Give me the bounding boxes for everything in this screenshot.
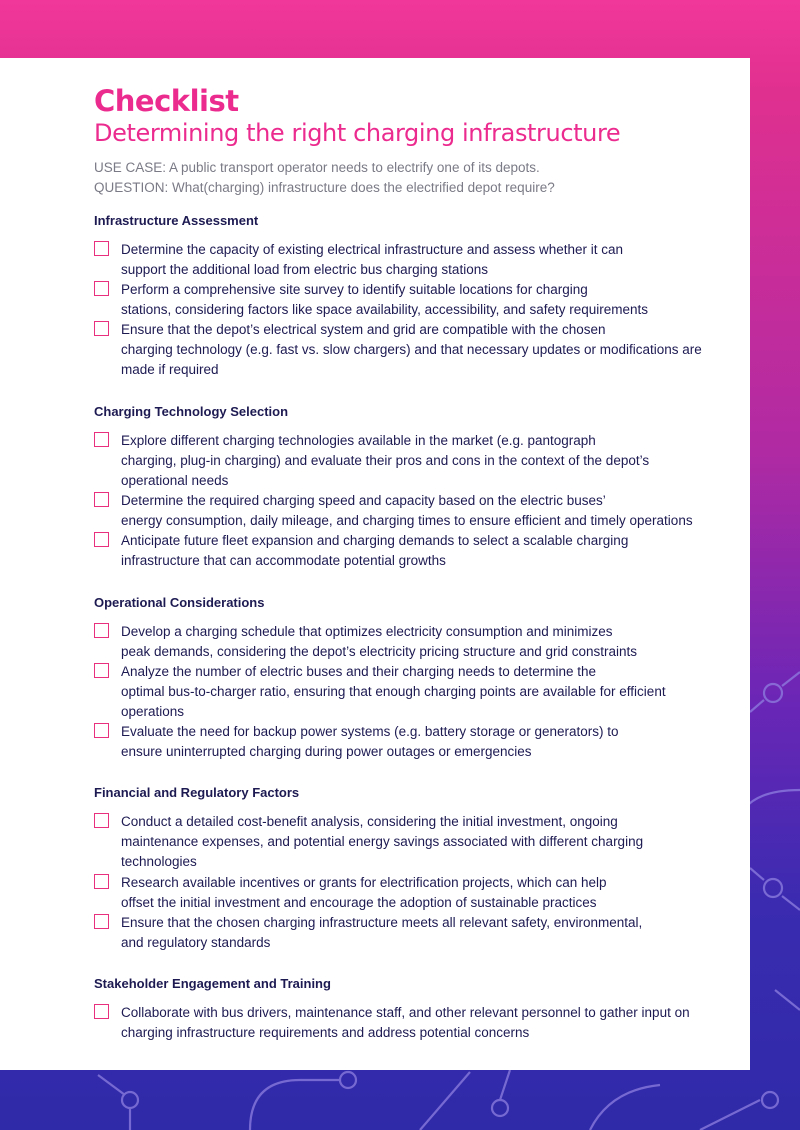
checkbox-icon[interactable] [94,663,109,678]
checkbox-icon[interactable] [94,532,109,547]
intro-block [94,158,714,198]
checklist-item[interactable]: Collaborate with bus drivers, maintenance staff, and other relevant personnel to gather input on charging infrastructure requirements and address potential concerns [94,1003,714,1043]
section-title: Stakeholder Engagement and Training [94,976,331,991]
checkbox-icon[interactable] [94,623,109,638]
checkbox-icon[interactable] [94,281,109,296]
question-text: QUESTION: What(charging) infrastructure does the electrified depot require? [94,180,555,195]
checklist-item[interactable]: Research available incentives or grants for electrification projects, which can help offset the initial investment and encourage the adoption of sustainable practices [94,873,714,913]
checklist-item[interactable]: Develop a charging schedule that optimizes electricity consumption and minimizes peak demands, considering the depot’s electricity pricing structure and grid constraints [94,622,714,662]
page-subtitle: Determining the right charging infrastructure [94,119,621,147]
checklist-item[interactable]: Ensure that the chosen charging infrastructure meets all relevant safety, environmental, and regulatory standards [94,913,714,953]
checklist-item[interactable]: Analyze the number of electric buses and their charging needs to determine the optimal bus-to-charger ratio, ensuring that enough charging points are available for efficient operations [94,662,714,723]
checkbox-icon[interactable] [94,1004,109,1019]
checklist-item[interactable]: Conduct a detailed cost-benefit analysis, considering the initial investment, ongoing maintenance expenses, and potential energy savings associated with different charging technologies [94,812,714,873]
checkbox-icon[interactable] [94,874,109,889]
section-title: Financial and Regulatory Factors [94,785,300,800]
checklist-item[interactable]: Anticipate future fleet expansion and charging demands to select a scalable charging infrastructure that can accommodate potential growths [94,531,714,571]
checklist-item[interactable]: Determine the capacity of existing electrical infrastructure and assess whether it can support the additional load from electric bus charging stations [94,240,714,280]
checkbox-icon[interactable] [94,321,109,336]
section-title: Charging Technology Selection [94,404,289,419]
checklist-item[interactable]: Explore different charging technologies available in the market (e.g. pantograph charging, plug-in charging) and evaluate their pros and cons in the context of the depot’s operational needs [94,431,714,492]
checkbox-icon[interactable] [94,492,109,507]
checklist-item[interactable]: Ensure that the depot’s electrical system and grid are compatible with the chosen charging technology (e.g. fast vs. slow chargers) and that necessary updates or modifications are made if required [94,320,714,381]
section-title: Infrastructure Assessment [94,213,259,228]
page-title: Checklist [94,84,239,118]
checklist-item[interactable]: Determine the required charging speed and capacity based on the electric buses’ energy consumption, daily mileage, and charging times to ensure efficient and timely operations [94,491,714,531]
checkbox-icon[interactable] [94,813,109,828]
checkbox-icon[interactable] [94,241,109,256]
checklist-item[interactable]: Perform a comprehensive site survey to identify suitable locations for charging stations, considering factors like space availability, accessibility, and safety requirements [94,280,714,320]
checkbox-icon[interactable] [94,914,109,929]
use-case-text: USE CASE: A public transport operator needs to electrify one of its depots. [94,160,540,175]
checkbox-icon[interactable] [94,723,109,738]
checkbox-icon[interactable] [94,432,109,447]
checklist-item[interactable]: Evaluate the need for backup power systems (e.g. battery storage or generators) to ensure uninterrupted charging during power outages or emergencies [94,722,714,762]
section-title: Operational Considerations [94,595,265,610]
